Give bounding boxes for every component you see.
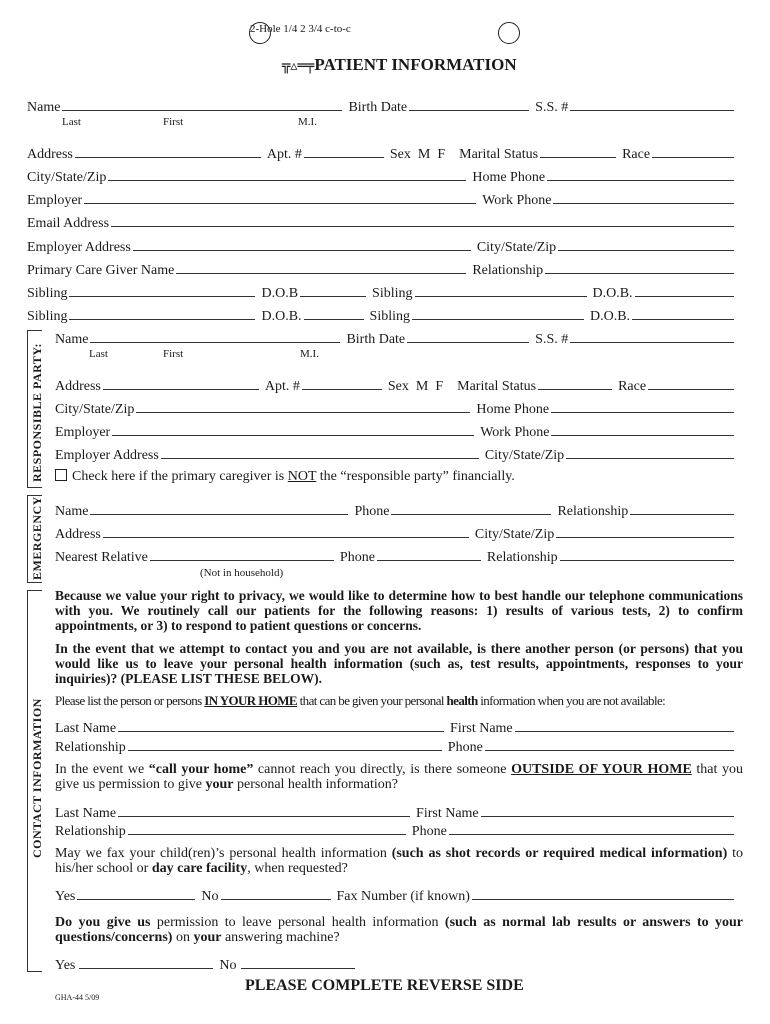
label: Address: [55, 527, 101, 542]
label: Sibling: [27, 309, 68, 324]
label: Address: [27, 147, 73, 162]
text-bold: health: [446, 693, 478, 708]
patient-city-row: [27, 168, 740, 186]
fax-yes-field[interactable]: [77, 887, 195, 900]
in-home-last-name-field[interactable]: [118, 719, 444, 732]
check-text: Check here if the primary caregiver is: [72, 469, 288, 484]
sibling-field[interactable]: [69, 307, 255, 320]
dob-field[interactable]: [632, 307, 734, 320]
text: to his/her school or: [55, 846, 743, 876]
label: Employer Address: [27, 240, 131, 255]
dob-field[interactable]: [300, 284, 366, 297]
label: Birth Date: [348, 100, 408, 115]
complete-reverse-side: PLEASE COMPLETE REVERSE SIDE: [245, 977, 524, 994]
sub-last: Last: [62, 116, 81, 128]
title-text: PATIENT INFORMATION: [314, 55, 517, 74]
rp-city-row: [55, 400, 740, 418]
race-field[interactable]: [652, 145, 734, 158]
rp-birth-date-field[interactable]: [407, 330, 529, 343]
fax-paragraph: [55, 846, 743, 876]
label: Sibling: [27, 286, 68, 301]
text-bold: “call your home”: [148, 762, 254, 777]
privacy-paragraph: Because we value your right to privacy, we would like to determine how to best handle our telephone communications with you. We routinely call our patients for the following reasons: 1) results of various tests, 2) to confirm appointments, or 3) to respond to patient questions or concerns.: [55, 588, 743, 633]
text: that can be given your personal: [297, 693, 447, 708]
fax-no-field[interactable]: [221, 887, 331, 900]
label: Phone: [354, 504, 390, 519]
label: Last Name: [55, 806, 117, 821]
em-address-row: [55, 525, 740, 543]
label: Primary Care Giver Name: [27, 263, 175, 278]
pcg-relationship-field[interactable]: [545, 261, 734, 274]
label: Sex: [387, 379, 409, 394]
text-bold: day care facility: [151, 861, 248, 876]
text-bold: Do you give us: [55, 915, 151, 930]
label: Race: [622, 147, 651, 162]
sex-m[interactable]: M: [417, 147, 431, 162]
em-name-field[interactable]: [90, 502, 348, 515]
rp-sex-f[interactable]: F: [435, 379, 444, 394]
rp-apt-field[interactable]: [302, 377, 382, 390]
label: Work Phone: [482, 193, 552, 208]
em-name-row: [55, 502, 740, 520]
text-bold: your: [193, 930, 222, 945]
label: D.O.B: [261, 286, 299, 301]
label: Apt. #: [264, 379, 300, 394]
patient-employer-row: [27, 191, 740, 209]
label: S.S. #: [535, 332, 569, 347]
rp-sub-mi: M.I.: [300, 348, 319, 360]
work-phone-field[interactable]: [553, 191, 734, 204]
city-field[interactable]: [108, 168, 466, 181]
text: that you give us permission to give: [55, 762, 743, 792]
label: Name: [27, 100, 61, 115]
text: information when you are not available:: [477, 693, 666, 708]
address-field[interactable]: [75, 145, 261, 158]
check-text-post: the “responsible party” financially.: [316, 469, 515, 484]
rp-sex-m[interactable]: M: [415, 379, 429, 394]
label: City/State/Zip: [484, 448, 565, 463]
machine-answer-row: [55, 956, 355, 974]
outside-first-name-field[interactable]: [481, 804, 734, 817]
label: D.O.B.: [592, 286, 633, 301]
label: Yes: [55, 958, 76, 973]
text-underlined: IN YOUR HOME: [204, 693, 298, 708]
label: Email Address: [27, 216, 110, 231]
label: No: [201, 889, 219, 904]
label: Name: [55, 332, 89, 347]
rp-employer-city-field[interactable]: [566, 446, 734, 459]
punch-hole-right-icon: [498, 22, 520, 44]
in-home-instruction: [55, 693, 665, 709]
sub-first: First: [163, 116, 184, 128]
label: Sibling: [372, 286, 413, 301]
patient-employer-address-row: [27, 238, 740, 256]
sibling-field[interactable]: [415, 284, 587, 297]
employer-address-field[interactable]: [133, 238, 471, 251]
label: Relationship: [55, 740, 126, 755]
label: First Name: [416, 806, 479, 821]
em-phone-field[interactable]: [391, 502, 551, 515]
label: D.O.B.: [590, 309, 631, 324]
rp-sub-last: Last: [89, 348, 108, 360]
rp-address-field[interactable]: [103, 377, 259, 390]
patient-pcg-row: [27, 261, 740, 279]
label: Yes: [55, 889, 76, 904]
rp-employer-field[interactable]: [112, 423, 474, 436]
in-home-phone-field[interactable]: [485, 738, 734, 751]
rp-employer-row: [55, 423, 740, 441]
em-address-field[interactable]: [103, 525, 469, 538]
form-code: GHA-44 5/09: [55, 993, 100, 1002]
label: City/State/Zip: [476, 240, 557, 255]
label: Employer Address: [55, 448, 159, 463]
label: Employer: [27, 193, 83, 208]
outside-relationship-field[interactable]: [128, 822, 406, 835]
em-nearest-field[interactable]: [150, 548, 334, 561]
outside-name-row: [55, 804, 740, 822]
home-phone-field[interactable]: [547, 168, 734, 181]
patient-address-row: [27, 145, 740, 163]
text: answering machine?: [221, 930, 340, 945]
label: Home Phone: [472, 170, 546, 185]
label: Address: [55, 379, 101, 394]
em-relationship2-field[interactable]: [560, 548, 734, 561]
text-underlined: OUTSIDE OF YOUR HOME: [511, 762, 692, 777]
apt-field[interactable]: [304, 145, 384, 158]
employer-field[interactable]: [84, 191, 476, 204]
text: May we fax your child(ren)’s personal health information: [55, 846, 392, 861]
label: Last Name: [55, 721, 117, 736]
not-responsible-checkbox[interactable]: [55, 469, 67, 481]
rp-name-row: [55, 330, 740, 348]
in-home-name-row: [55, 719, 740, 737]
label: D.O.B.: [261, 309, 302, 324]
label: Employer: [55, 425, 111, 440]
label: Marital Status: [457, 379, 537, 394]
label: Home Phone: [476, 402, 550, 417]
answering-machine-paragraph: [55, 915, 743, 945]
check-not: NOT: [287, 469, 317, 484]
in-home-relationship-field[interactable]: [128, 738, 442, 751]
label: No: [219, 958, 237, 973]
hole-note: 2-Hole 1/4 2 3/4 c-to-c: [250, 23, 351, 35]
label: Relationship: [557, 504, 629, 519]
label: Race: [618, 379, 647, 394]
text: Please list the person or persons: [55, 693, 205, 708]
rp-sub-first: First: [163, 348, 184, 360]
label: Birth Date: [346, 332, 406, 347]
marital-field[interactable]: [540, 145, 616, 158]
sub-mi: M.I.: [298, 116, 317, 128]
contact-label: CONTACT INFORMATION: [30, 698, 44, 858]
label: City/State/Zip: [55, 402, 135, 417]
text: personal health information?: [233, 777, 398, 792]
text: cannot reach you directly, is there someone: [253, 762, 512, 777]
fax-number-field[interactable]: [472, 887, 734, 900]
pcg-name-field[interactable]: [176, 261, 466, 274]
outside-home-paragraph: [55, 762, 743, 792]
rp-race-field[interactable]: [648, 377, 734, 390]
text: , when requested?: [247, 861, 348, 876]
dob-field[interactable]: [635, 284, 734, 297]
label: First Name: [450, 721, 513, 736]
outside-last-name-field[interactable]: [118, 804, 410, 817]
outside-relationship-row: [55, 822, 740, 840]
outside-phone-field[interactable]: [449, 822, 734, 835]
label: City/State/Zip: [474, 527, 555, 542]
alternate-person-paragraph: In the event that we attempt to contact you and you are not available, is there another person (or persons) that you would like us to leave your personal health information (such as, test results, appointments, responses to your inquiries)? (PLEASE LIST THESE BELOW).: [55, 641, 743, 686]
sibling-row-1: [27, 284, 740, 302]
rp-city-field[interactable]: [136, 400, 470, 413]
label: Relationship: [486, 550, 558, 565]
label: Work Phone: [480, 425, 550, 440]
label: Relationship: [472, 263, 544, 278]
label: Phone: [411, 824, 447, 839]
responsible-party-label: RESPONSIBLE PARTY:: [30, 343, 44, 482]
rp-home-phone-field[interactable]: [551, 400, 734, 413]
title-glyphs: ╦▵═╤: [282, 58, 315, 74]
patient-name-row: [27, 98, 740, 116]
label: Name: [55, 504, 89, 519]
emergency-label: EMERGENCY: [30, 496, 44, 580]
text: In the event we: [55, 762, 149, 777]
text: on: [172, 930, 194, 945]
label: Fax Number (if known): [336, 889, 470, 904]
label: Phone: [447, 740, 483, 755]
text-bold: (such as shot records or required medical information): [391, 846, 728, 861]
text: permission to leave personal health information: [150, 915, 445, 930]
sibling-field[interactable]: [69, 284, 255, 297]
rp-checkbox-row: [55, 469, 515, 485]
em-nearest-row: [55, 548, 740, 566]
label: City/State/Zip: [27, 170, 107, 185]
patient-email-row: [27, 214, 740, 232]
label: Sex: [389, 147, 411, 162]
label: S.S. #: [535, 100, 569, 115]
ss-field[interactable]: [570, 98, 734, 111]
label: Marital Status: [459, 147, 539, 162]
label: Phone: [339, 550, 375, 565]
label: Nearest Relative: [55, 550, 148, 565]
label: Sibling: [369, 309, 410, 324]
rp-employer-address-field[interactable]: [161, 446, 479, 459]
in-home-relationship-row: [55, 738, 740, 756]
email-field[interactable]: [111, 214, 734, 227]
em-phone2-field[interactable]: [377, 548, 481, 561]
label: Apt. #: [266, 147, 302, 162]
rp-marital-field[interactable]: [538, 377, 612, 390]
fax-answer-row: [55, 887, 740, 905]
employer-city-field[interactable]: [558, 238, 734, 251]
text-bold: (such as normal lab results or answers to your questions/concerns): [55, 915, 744, 945]
text-bold: your: [205, 777, 234, 792]
sibling-row-2: [27, 307, 740, 325]
rp-ss-field[interactable]: [570, 330, 734, 343]
em-relationship-field[interactable]: [630, 502, 734, 515]
rp-employer-address-row: [55, 446, 740, 464]
label: Relationship: [55, 824, 126, 839]
rp-address-row: [55, 377, 740, 395]
in-home-first-name-field[interactable]: [515, 719, 734, 732]
machine-yes-field[interactable]: [79, 956, 213, 969]
rp-work-phone-field[interactable]: [551, 423, 734, 436]
birth-date-field[interactable]: [409, 98, 529, 111]
name-field[interactable]: [62, 98, 342, 111]
page-title: [282, 55, 517, 75]
sex-f[interactable]: F: [437, 147, 446, 162]
not-in-household: (Not in household): [200, 567, 284, 579]
em-city-field[interactable]: [556, 525, 734, 538]
rp-name-field[interactable]: [90, 330, 340, 343]
sibling-field[interactable]: [412, 307, 584, 320]
machine-no-field[interactable]: [241, 956, 355, 969]
dob-field[interactable]: [304, 307, 364, 320]
